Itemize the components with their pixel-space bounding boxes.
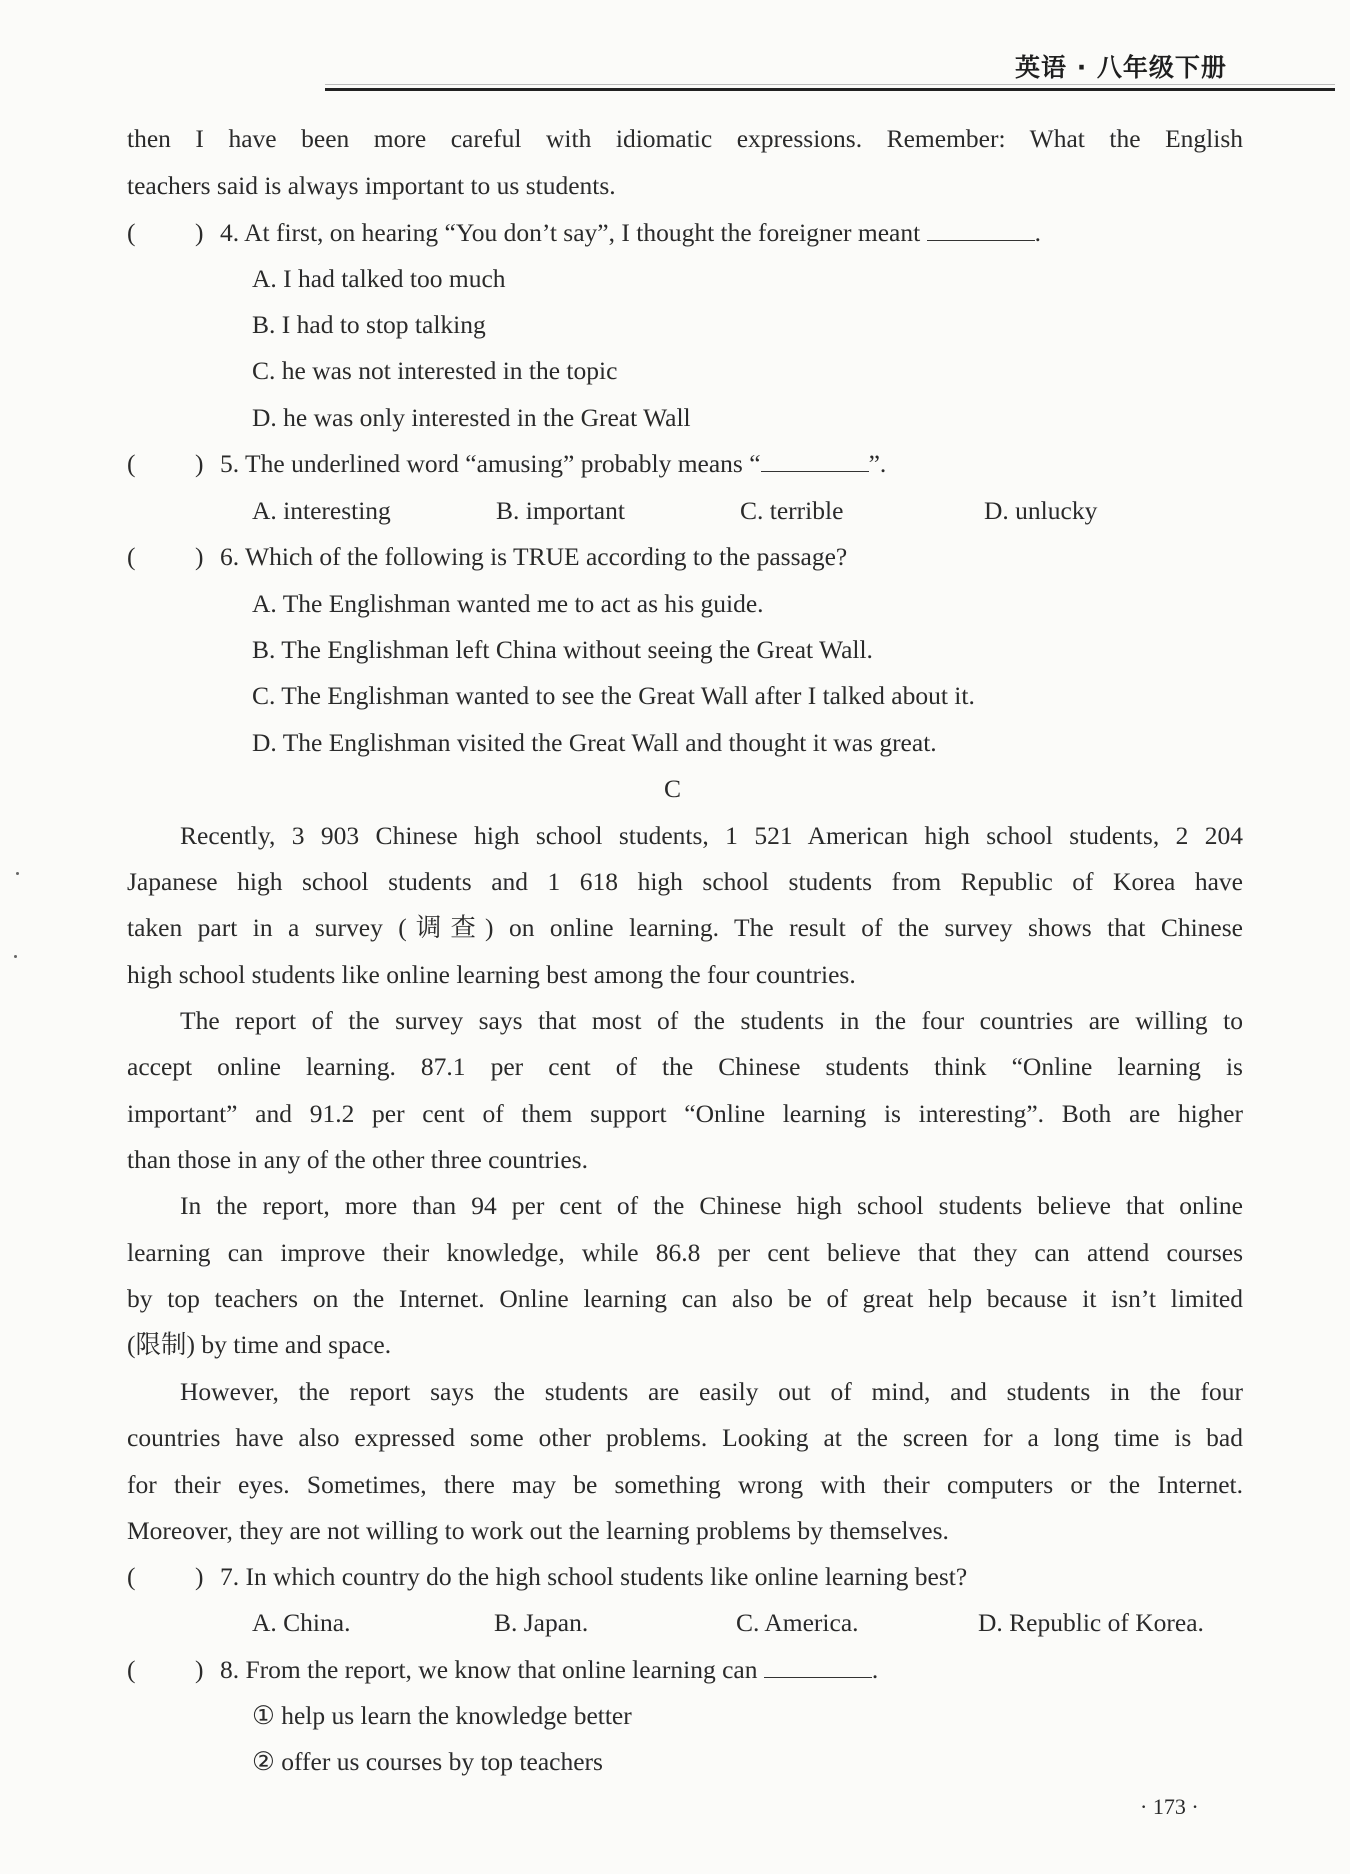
option-d: D. unlucky <box>984 496 1098 525</box>
passage-line: In the report, more than 94 per cent of the Chinese high school students believe that online <box>180 1191 1243 1220</box>
answer-paren-close: ) <box>195 218 204 247</box>
passage-line: However, the report says the students are easily out of mind, and students in the four <box>180 1377 1243 1406</box>
answer-paren-close: ) <box>195 449 204 478</box>
statement-1: ① help us learn the knowledge better <box>252 1701 632 1730</box>
passage-line: important” and 91.2 per cent of them support “Online learning is interesting”. Both are higher <box>127 1099 1243 1128</box>
question-stem <box>220 1562 967 1592</box>
option-a: A. China. <box>252 1608 351 1637</box>
question-stem <box>220 218 1041 248</box>
passage-line: Recently, 3 903 Chinese high school students, 1 521 American high school students, 2 204 <box>180 821 1243 850</box>
answer-paren-close: ) <box>195 1655 204 1684</box>
question-number: 7. <box>220 1562 240 1591</box>
question-number: 5. <box>220 449 240 478</box>
option-b: B. I had to stop talking <box>252 310 486 339</box>
scan-speck <box>16 872 19 875</box>
option-a: A. I had talked too much <box>252 264 506 293</box>
option-d: D. he was only interested in the Great Wall <box>252 403 691 432</box>
option-a: A. The Englishman wanted me to act as his guide. <box>252 589 764 618</box>
answer-paren-close: ) <box>195 542 204 571</box>
passage-line: Moreover, they are not willing to work out the learning problems by themselves. <box>127 1516 949 1545</box>
question-text: From the report, we know that online learning can <box>245 1655 758 1684</box>
header-rule-thin <box>325 84 1335 85</box>
question-stem <box>220 1655 878 1685</box>
answer-blank[interactable] <box>927 218 1035 241</box>
question-text: At first, on hearing “You don’t say”, I thought the foreigner meant <box>244 218 921 247</box>
passage-line: then I have been more careful with idiomatic expressions. Remember: What the English <box>127 124 1243 153</box>
book-header: 英语 · 八年级下册 <box>1015 53 1227 82</box>
passage-line: accept online learning. 87.1 per cent of the Chinese students think “Online learning is <box>127 1052 1243 1081</box>
question-stem <box>220 449 886 479</box>
option-d: D. The Englishman visited the Great Wall and thought it was great. <box>252 728 937 757</box>
passage-line: teachers said is always important to us students. <box>127 171 616 200</box>
passage-line: learning can improve their knowledge, while 86.8 per cent believe that they can attend courses <box>127 1238 1243 1267</box>
question-punct: ”. <box>868 449 887 478</box>
answer-blank[interactable] <box>764 1655 872 1678</box>
passage-line: than those in any of the other three countries. <box>127 1145 588 1174</box>
question-text: In which country do the high school students like online learning best? <box>245 1562 968 1591</box>
passage-line: (限制) by time and space. <box>127 1330 392 1359</box>
option-d: D. Republic of Korea. <box>978 1608 1204 1637</box>
section-label: C <box>664 774 682 803</box>
question-number: 4. <box>220 218 240 247</box>
passage-line: countries have also expressed some other problems. Looking at the screen for a long time is bad <box>127 1423 1243 1452</box>
passage-line: taken part in a survey (调查) on online learning. The result of the survey shows that Chinese <box>127 913 1243 942</box>
passage-line: The report of the survey says that most of the students in the four countries are willing to <box>180 1006 1243 1035</box>
option-b: B. important <box>496 496 625 525</box>
passage-line: by top teachers on the Internet. Online learning can also be of great help because it isn’t limited <box>127 1284 1243 1313</box>
question-number: 6. <box>220 542 240 571</box>
question-text: The underlined word “amusing” probably means “ <box>245 449 761 478</box>
answer-blank[interactable] <box>761 449 869 472</box>
option-c: C. terrible <box>740 496 844 525</box>
option-c: C. he was not interested in the topic <box>252 356 618 385</box>
question-text: Which of the following is TRUE according to the passage? <box>245 542 848 571</box>
question-number: 8. <box>220 1655 240 1684</box>
answer-paren-open: ( <box>127 218 136 247</box>
answer-paren-open: ( <box>127 449 136 478</box>
answer-paren-open: ( <box>127 1655 136 1684</box>
answer-paren-close: ) <box>195 1562 204 1591</box>
option-b: B. Japan. <box>494 1608 589 1637</box>
answer-paren-open: ( <box>127 542 136 571</box>
option-c: C. The Englishman wanted to see the Great Wall after I talked about it. <box>252 681 975 710</box>
answer-paren-open: ( <box>127 1562 136 1591</box>
scan-speck <box>14 955 17 958</box>
option-c: C. America. <box>736 1608 859 1637</box>
statement-2: ② offer us courses by top teachers <box>252 1747 603 1776</box>
question-punct: . <box>1034 218 1041 247</box>
passage-line: for their eyes. Sometimes, there may be something wrong with their computers or the Internet. <box>127 1470 1243 1499</box>
passage-line: high school students like online learning best among the four countries. <box>127 960 856 989</box>
passage-line: Japanese high school students and 1 618 high school students from Republic of Korea have <box>127 867 1243 896</box>
question-stem <box>220 542 847 572</box>
option-a: A. interesting <box>252 496 391 525</box>
question-punct: . <box>871 1655 879 1684</box>
page-number: · 173 · <box>1140 1794 1199 1819</box>
header-rule <box>325 88 1335 91</box>
option-b: B. The Englishman left China without seeing the Great Wall. <box>252 635 873 664</box>
